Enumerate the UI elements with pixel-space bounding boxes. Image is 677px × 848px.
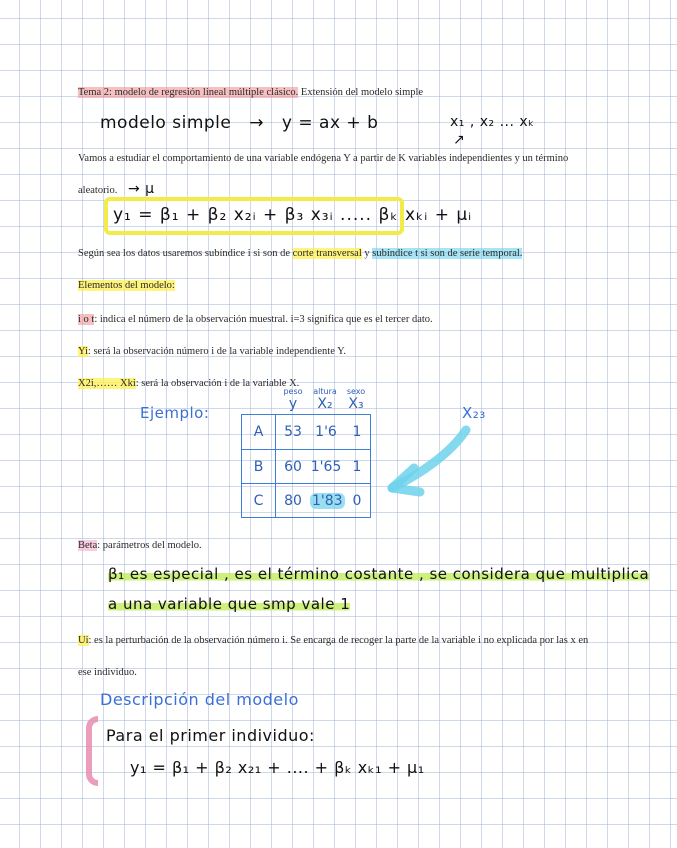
time-series-highlight: subíndice t si son de serie temporal. bbox=[372, 248, 523, 259]
cell-y: 53 bbox=[284, 424, 302, 440]
row-id: B bbox=[242, 450, 276, 484]
element-x-desc: : será la observación i de la variable X. bbox=[135, 378, 300, 389]
hand-simple-model bbox=[100, 113, 378, 133]
title-highlight: Tema 2: modelo de regresión lineal múltiple clásico. bbox=[78, 87, 299, 98]
col-head-altura-top: altura bbox=[313, 387, 337, 396]
beta-hand-line-2-text: a una variable que smp vale 1 bbox=[108, 595, 351, 613]
ui-desc-1: : es la perturbación de la observación número i. Se encarga de recoger la parte de la variable i no explicada por las x en bbox=[88, 635, 589, 646]
table-row bbox=[242, 483, 370, 518]
element-yi-term: Yi bbox=[78, 346, 88, 357]
elements-heading-text: Elementos del modelo: bbox=[78, 280, 175, 291]
col-head-sexo bbox=[341, 387, 371, 412]
cell-y: 60 bbox=[284, 459, 302, 475]
ui-desc-2: ese individuo. bbox=[78, 667, 137, 678]
ui-term: Ui bbox=[78, 635, 89, 646]
intro-line-2 bbox=[78, 183, 155, 197]
element-yi bbox=[78, 345, 346, 358]
subindex-note bbox=[78, 247, 522, 260]
col-head-peso-top: peso bbox=[283, 387, 303, 396]
col-head-sexo-var: X₃ bbox=[348, 396, 364, 412]
page-title bbox=[78, 86, 423, 99]
subindex-part2: y bbox=[361, 248, 373, 259]
element-x-term: X2i,…… Xki bbox=[78, 378, 136, 389]
cell-x2: 1'65 bbox=[310, 459, 342, 475]
row-id: C bbox=[242, 484, 276, 518]
cell-x2-highlighted bbox=[310, 484, 342, 518]
element-x bbox=[78, 377, 299, 390]
element-beta bbox=[78, 539, 202, 552]
cell-x3: 0 bbox=[352, 493, 362, 509]
beta-hand-line-1-text: β₁ es especial , es el término costante , se considera que multiplica bbox=[108, 565, 650, 583]
col-head-altura bbox=[309, 387, 341, 412]
col-head-altura-var: X₂ bbox=[317, 396, 333, 412]
beta-hand-line-1 bbox=[108, 565, 649, 583]
col-head-peso bbox=[276, 387, 310, 412]
right-arrow-icon: → bbox=[249, 113, 265, 133]
beta-term: Beta bbox=[78, 540, 98, 551]
elements-heading bbox=[78, 279, 175, 292]
model-equation: y₁ = β₁ + β₂ x₂ᵢ + β₃ x₃ᵢ ..... βₖ xₖᵢ + μᵢ bbox=[113, 205, 473, 225]
table-row bbox=[242, 449, 370, 484]
cell-x3: 1 bbox=[352, 424, 362, 440]
pointer-label: X₂₃ bbox=[462, 404, 486, 422]
col-head-sexo-top: sexo bbox=[346, 387, 366, 396]
element-i-term: i o t bbox=[78, 314, 95, 325]
intro-aleatorio: aleatorio. bbox=[78, 185, 118, 196]
cell-y: 80 bbox=[284, 493, 302, 509]
diagonal-arrow-icon: ↗ bbox=[453, 132, 466, 148]
mu-annotation: → μ bbox=[127, 181, 155, 197]
cell-x3: 1 bbox=[352, 459, 362, 475]
cyan-arrow-icon bbox=[380, 424, 480, 504]
description-first: Para el primer individuo: bbox=[106, 726, 315, 745]
element-yi-desc: : será la observación número i de la variable independiente Y. bbox=[87, 346, 346, 357]
cross-section-highlight: corte transversal bbox=[292, 248, 362, 259]
cell-x2: 1'6 bbox=[315, 424, 337, 440]
description-equation: y₁ = β₁ + β₂ x₂₁ + .... + βₖ xₖ₁ + μ₁ bbox=[130, 758, 425, 777]
example-table bbox=[241, 414, 371, 518]
row-id: A bbox=[242, 415, 276, 449]
col-head-peso-var: y bbox=[288, 396, 298, 412]
example-label: Ejemplo: bbox=[140, 404, 210, 422]
title-rest: Extensión del modelo simple bbox=[298, 87, 424, 98]
cell-x2-highlight: 1'83 bbox=[312, 493, 343, 509]
table-row bbox=[242, 415, 370, 449]
description-heading: Descripción del modelo bbox=[100, 690, 299, 709]
subindex-part1: Según sea los datos usaremos subíndice i si son de bbox=[78, 248, 293, 259]
element-i bbox=[78, 313, 433, 326]
beta-desc: : parámetros del modelo. bbox=[97, 540, 202, 551]
element-ui bbox=[78, 634, 588, 647]
beta-hand-line-2 bbox=[108, 595, 350, 613]
simple-model-label: modelo simple bbox=[100, 113, 232, 133]
pink-bracket bbox=[86, 716, 98, 786]
hand-vars-list: x₁ , x₂ ... xₖ bbox=[450, 114, 535, 130]
intro-line-1: Vamos a estudiar el comportamiento de una variable endógena Y a partir de K variables independientes y un término bbox=[78, 153, 569, 164]
element-i-desc: : indica el número de la observación muestral. i=3 significa que es el tercer dato. bbox=[94, 314, 433, 325]
simple-model-equation: y = ax + b bbox=[281, 113, 379, 133]
